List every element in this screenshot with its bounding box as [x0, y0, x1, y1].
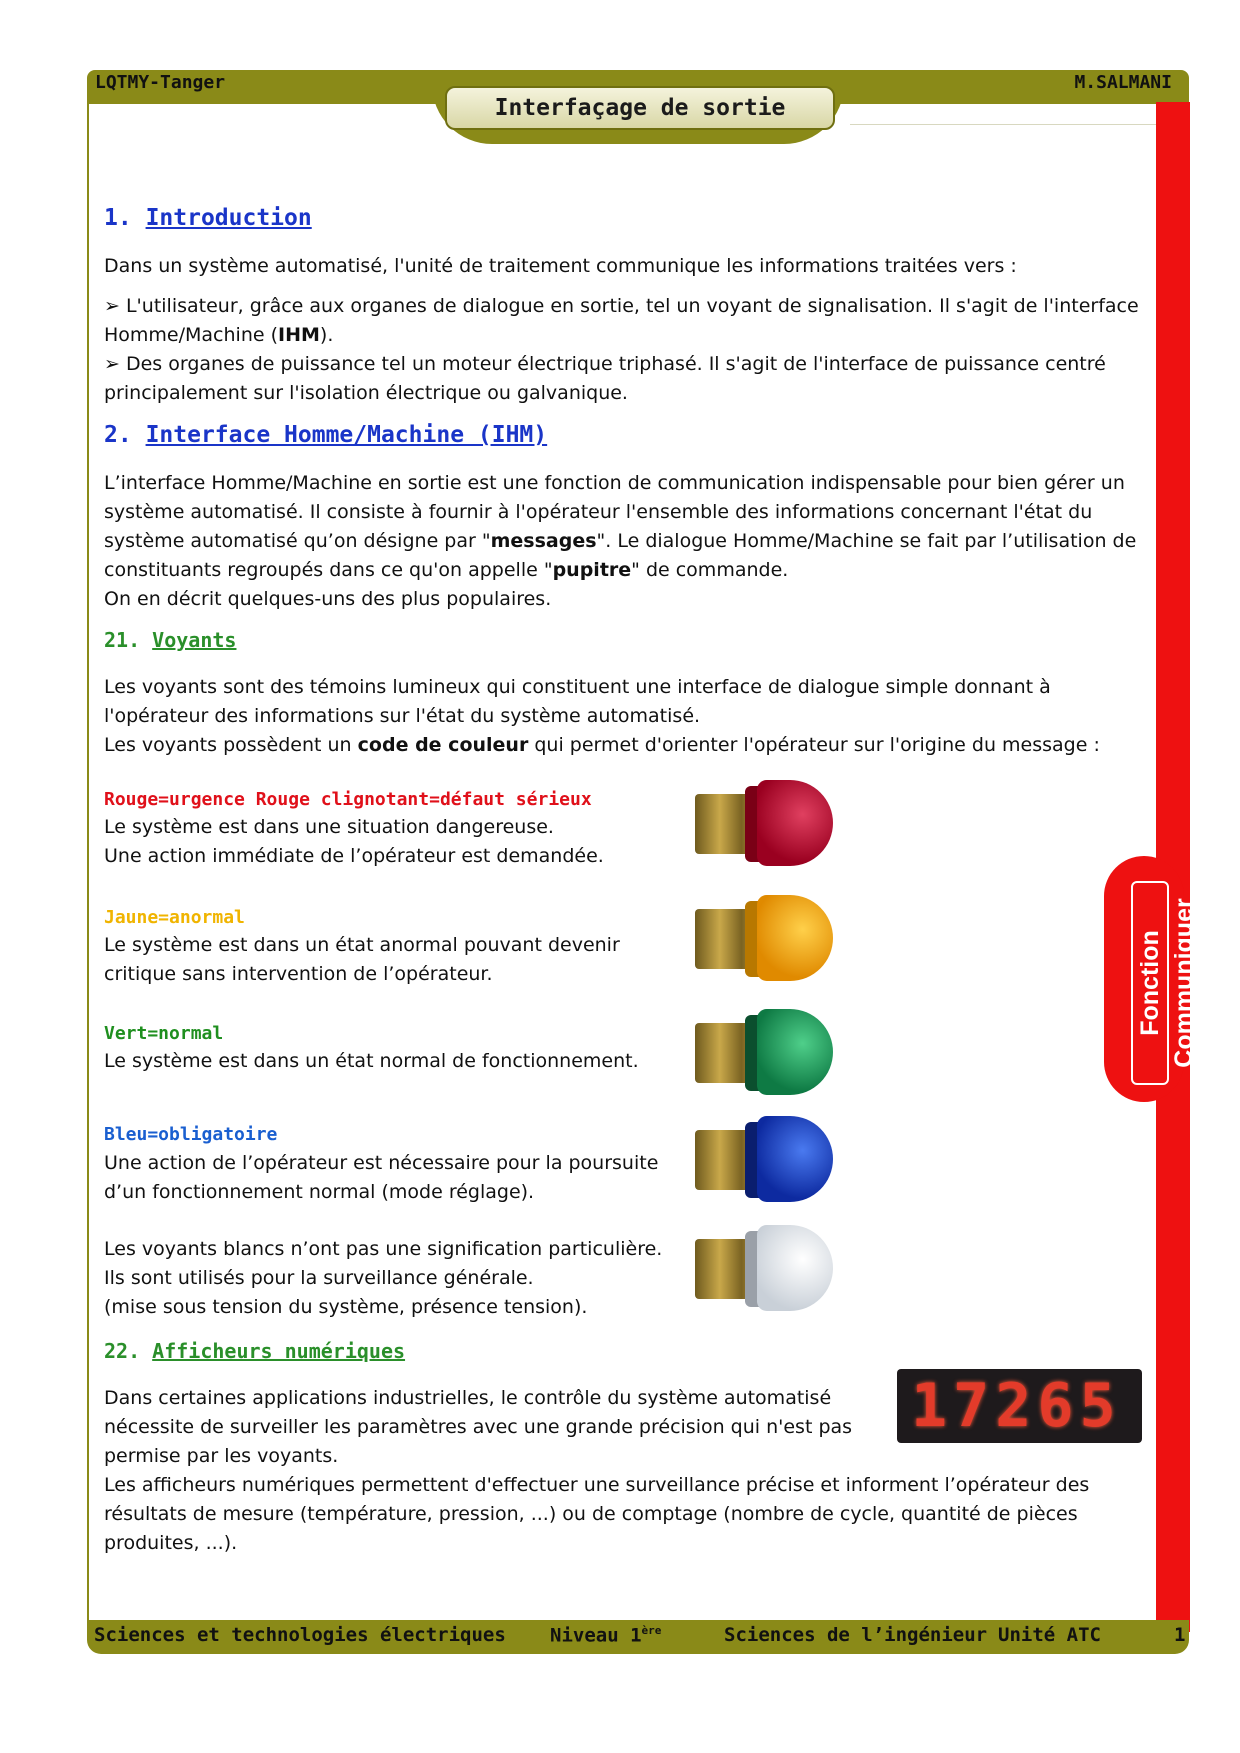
yellow-line-1: Le système est dans un état anormal pouvant devenir — [104, 934, 620, 956]
bullet-1-end: ). — [319, 324, 334, 346]
section-2-note: On en décrit quelques-uns des plus populaires. — [104, 588, 552, 610]
section-2-paragraph — [104, 469, 1144, 585]
led-display-image — [897, 1369, 1142, 1443]
header-school: LQTMY-Tanger — [95, 72, 226, 93]
blue-line-2: d’un fonctionnement normal (mode réglage). — [104, 1181, 535, 1203]
section-1-title: Introduction — [145, 205, 312, 231]
voyants-definition: Les voyants sont des témoins lumineux qui constituent une interface de dialogue simple donnant à l'opérateur des informations sur l'état du système automatisé. — [104, 676, 1051, 727]
s2-text-c: ". Le dialogue Homme/Machine se fait par l’utilisation de constituants regroupés dans ce qu'on appelle " — [104, 530, 1137, 581]
section-22-title: Afficheurs numériques — [152, 1339, 406, 1363]
led-display-value: 17265 — [911, 1371, 1122, 1441]
white-line-2: Ils sont utilisés pour la surveillance générale. — [104, 1267, 534, 1289]
section-22-heading — [104, 1339, 405, 1363]
bullet-marker: ➢ — [104, 295, 120, 317]
section-22-number: 22. — [104, 1339, 141, 1363]
displays-paragraph: Les afficheurs numériques permettent d'effectuer une surveillance précise et informent l’opérateur des résultats de mesure (température, pression, ...) ou de comptage (nombre de cycle, quantité de pièces produites, ...). — [104, 1474, 1090, 1554]
section-2-number: 2. — [104, 422, 132, 448]
bullet-1-text: L'utilisateur, grâce aux organes de dialogue en sortie, tel un voyant de signalisation. Il s'agit de l'interface Homme/Machine ( — [104, 295, 1139, 346]
red-lamp-image — [695, 774, 835, 870]
section-1-bullet-2 — [104, 350, 1144, 408]
voyants-color-code — [104, 731, 1144, 760]
s2-text-a: L’interface Homme/Machine en sortie est une fonction de communication indispensable pour bien gérer un système automatisé. Il consiste à fournir à l'opérateur l'ensemble des informations concernant l'état du système automatisé qu’on désigne par " — [104, 472, 1125, 552]
footer-unit: Unité ATC — [998, 1624, 1101, 1646]
color-code-text-c: qui permet d'orienter l'opérateur sur l'origine du message : — [528, 734, 1100, 756]
section-1-bullet-1 — [104, 292, 1144, 350]
displays-line-2: nécessite de surveiller les paramètres avec une grande précision qui n'est pas — [104, 1416, 853, 1438]
page-title: Interfaçage de sortie — [445, 86, 835, 130]
section-2-heading — [104, 422, 547, 448]
side-tab-label: Fonction Communiquer — [1131, 881, 1169, 1085]
red-line-1: Le système est dans une situation dangereuse. — [104, 816, 554, 838]
red-line-2: Une action immédiate de l’opérateur est demandée. — [104, 845, 604, 867]
section-1-intro: Dans un système automatisé, l'unité de traitement communique les informations traitées vers : — [104, 255, 1017, 277]
section-1-heading — [104, 205, 312, 231]
section-21-heading — [104, 628, 236, 652]
footer-level-sup: ère — [641, 1624, 662, 1637]
blue-code: Bleu=obligatoire — [104, 1124, 278, 1145]
white-lamp-image — [695, 1219, 835, 1315]
header-author: M.SALMANI — [1074, 72, 1172, 93]
white-line-1: Les voyants blancs n’ont pas une signification particulière. — [104, 1238, 663, 1260]
section-1-number: 1. — [104, 205, 132, 231]
displays-line-1: Dans certaines applications industrielles, le contrôle du système automatisé — [104, 1387, 832, 1409]
section-21-title: Voyants — [152, 628, 237, 652]
section-2-title: Interface Homme/Machine (IHM) — [145, 422, 548, 448]
yellow-code: Jaune=anormal — [104, 907, 245, 928]
white-line-3: (mise sous tension du système, présence tension). — [104, 1296, 588, 1318]
s2-bold-messages: messages — [490, 530, 597, 552]
color-code-text-a: Les voyants possèdent un — [104, 734, 358, 756]
s2-text-e: " de commande. — [631, 559, 789, 581]
footer-subject: Sciences de l’ingénieur — [724, 1624, 988, 1646]
yellow-line-2: critique sans intervention de l’opérateur. — [104, 963, 493, 985]
s2-bold-pupitre: pupitre — [552, 559, 632, 581]
ihm-bold: IHM — [278, 324, 320, 346]
bullet-2-text: Des organes de puissance tel un moteur électrique triphasé. Il s'agit de l'interface de puissance centré principalement sur l'isolation électrique ou galvanique. — [104, 353, 1106, 404]
displays-line-3: permise par les voyants. — [104, 1445, 339, 1467]
section-21-number: 21. — [104, 628, 141, 652]
footer-level — [550, 1624, 661, 1646]
left-border — [87, 100, 89, 1640]
footer-level-text: Niveau 1 — [550, 1624, 642, 1647]
color-code-bold: code de couleur — [357, 734, 529, 756]
green-line-1: Le système est dans un état normal de fonctionnement. — [104, 1050, 639, 1072]
yellow-lamp-image — [695, 889, 835, 985]
green-lamp-image — [695, 1003, 835, 1099]
blue-line-1: Une action de l’opérateur est nécessaire pour la poursuite — [104, 1152, 659, 1174]
red-code: Rouge=urgence Rouge clignotant=défaut sérieux — [104, 789, 592, 810]
green-code: Vert=normal — [104, 1023, 224, 1044]
footer-course: Sciences et technologies électriques — [94, 1624, 506, 1646]
bullet-marker: ➢ — [104, 353, 120, 375]
blue-lamp-image — [695, 1110, 835, 1206]
page-number: 1 — [1174, 1624, 1186, 1646]
header-rule — [850, 124, 1160, 125]
